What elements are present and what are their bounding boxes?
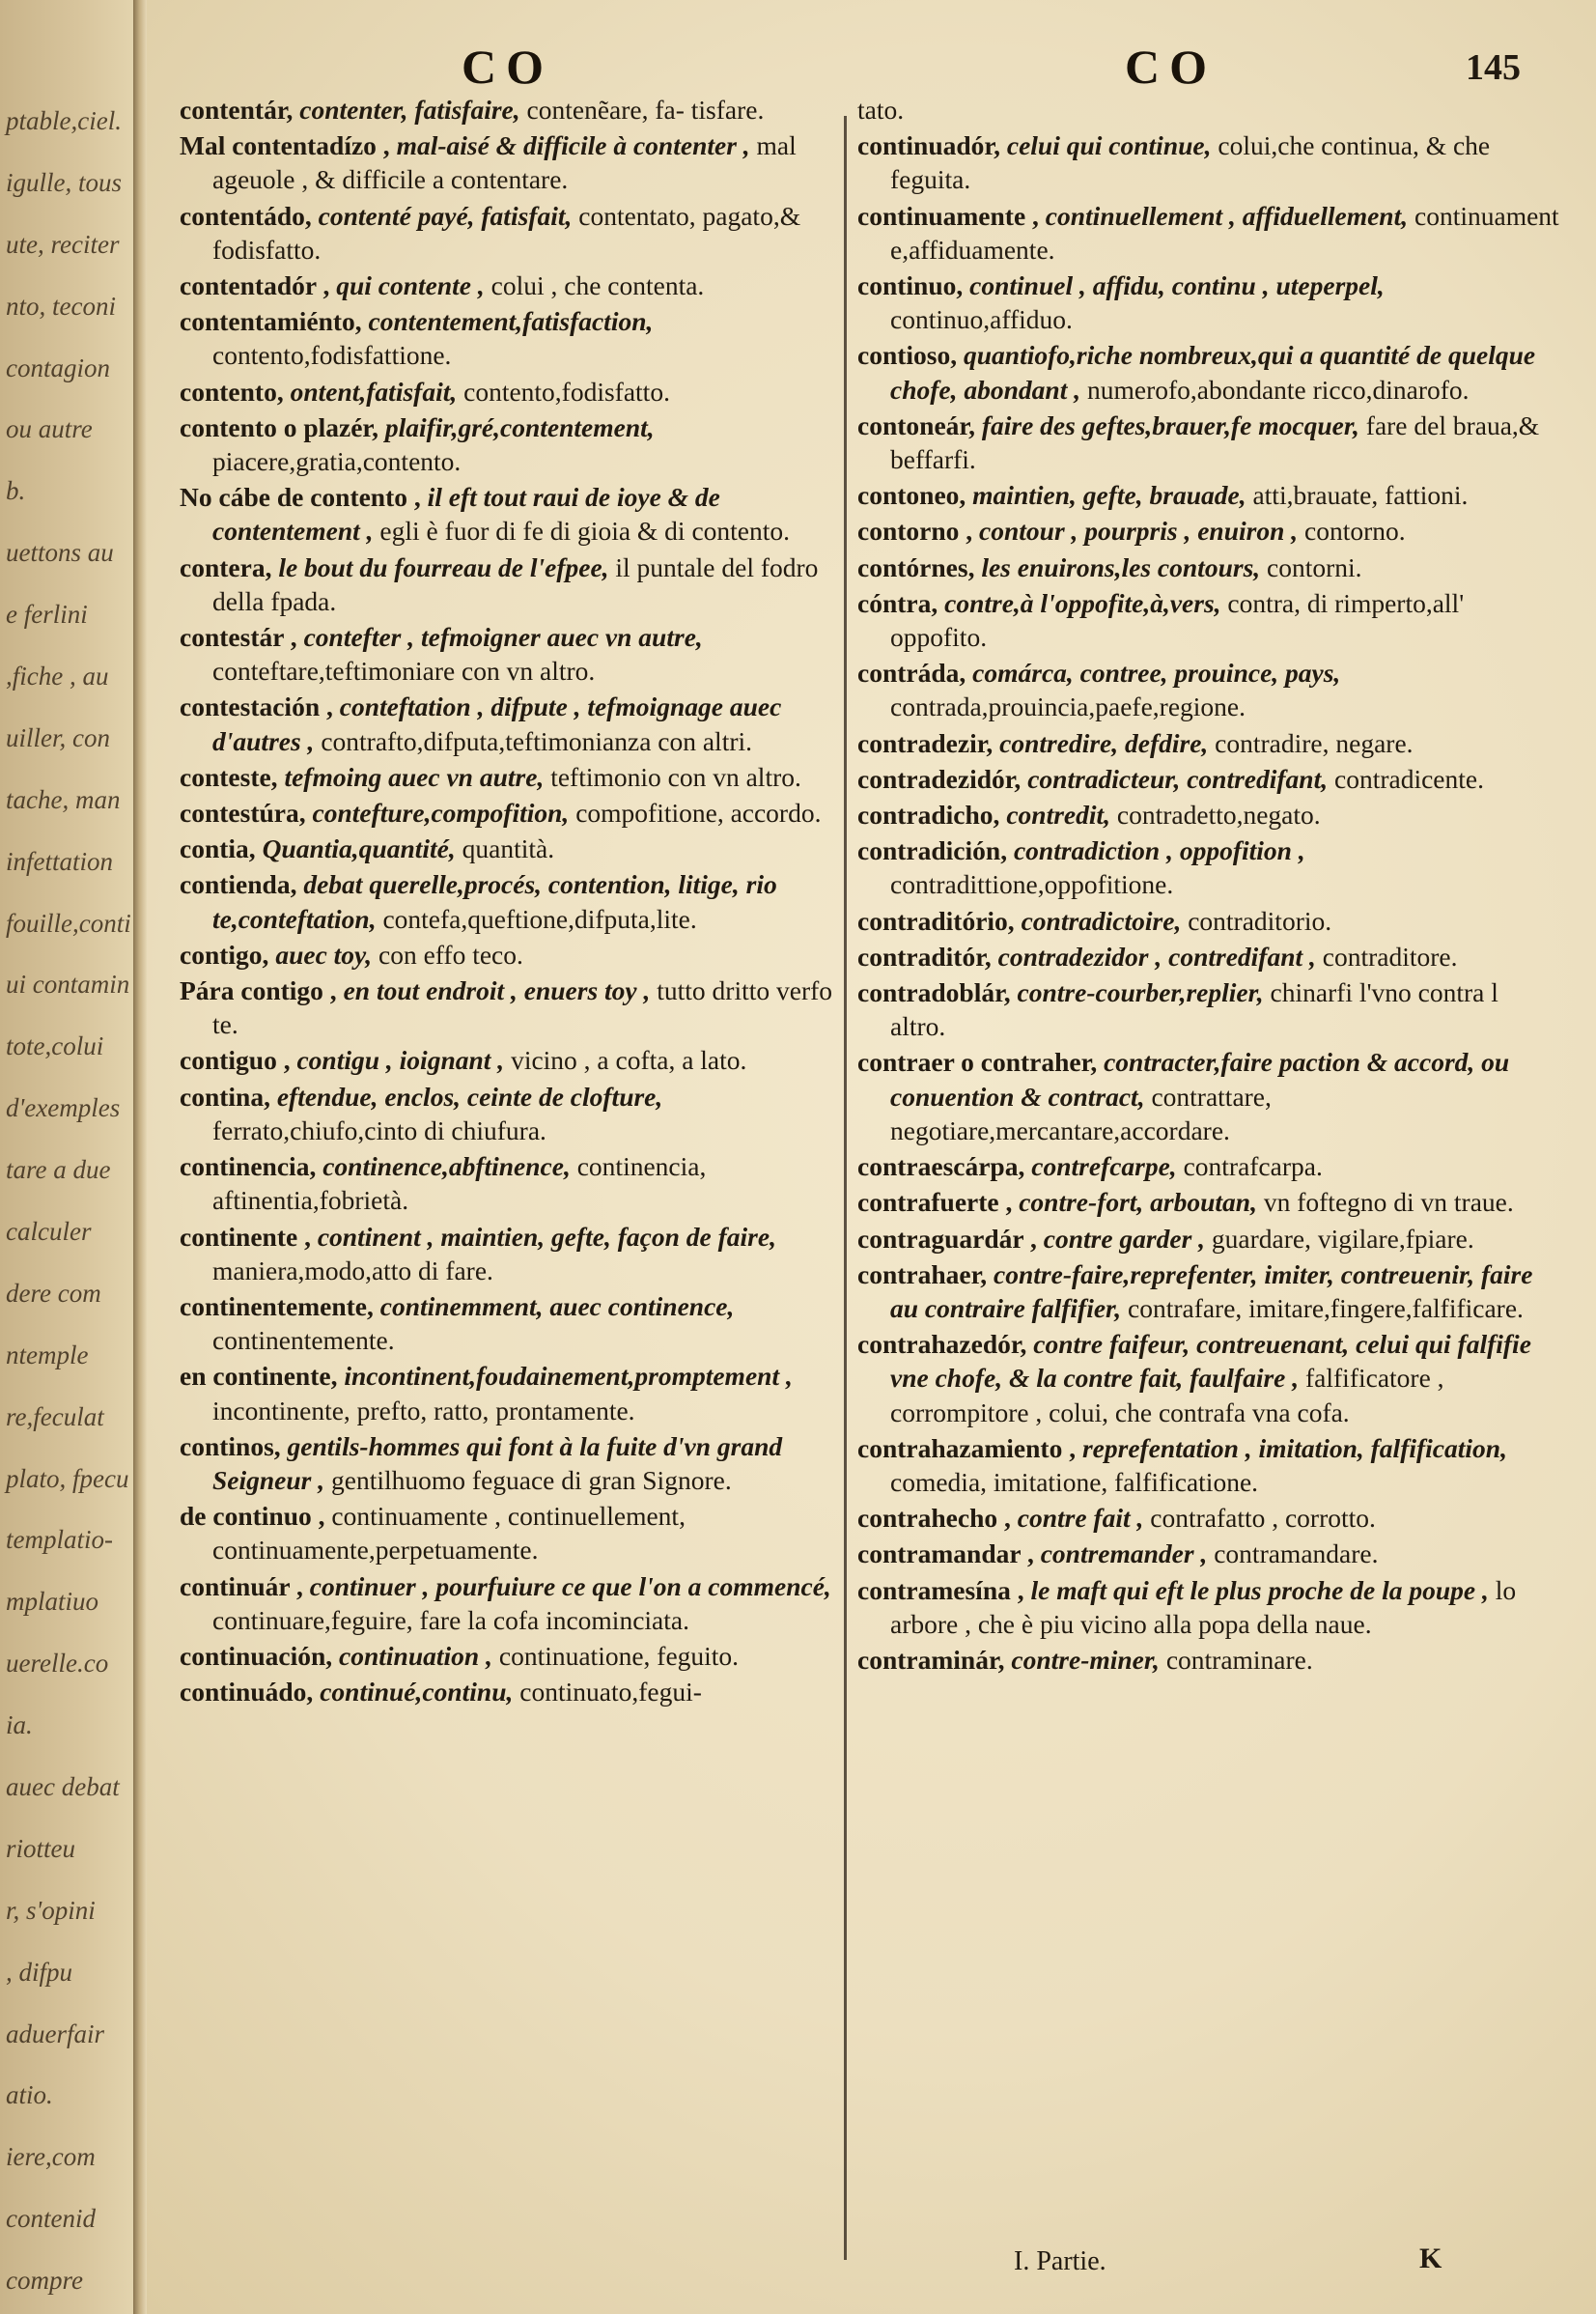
french-gloss: en tout endroit , enuers toy , xyxy=(343,975,651,1006)
french-gloss: contefter , tefmoigner auec vn autre, xyxy=(303,622,703,653)
headword: contienda, xyxy=(180,869,297,900)
french-gloss: eftendue, enclos, ceinte de clofture, xyxy=(276,1081,663,1112)
bleed-fragment: re,feculat xyxy=(6,1401,104,1431)
headword: contrafuerte , xyxy=(857,1187,1013,1218)
french-gloss: contre-miner, xyxy=(1011,1644,1160,1675)
french-gloss: contre,à l'oppofite,à,vers, xyxy=(944,587,1221,618)
headword: contráda, xyxy=(857,658,966,689)
dictionary-entry xyxy=(857,338,1560,406)
french-gloss: contracter,faire paction & accord, ou conuention & contract, xyxy=(890,1047,1510,1112)
dictionary-entry xyxy=(180,1675,836,1708)
french-gloss: contradezidor , contredifant , xyxy=(997,941,1316,972)
italian-gloss: contrattare, negotiare,mercantare,accordare. xyxy=(890,1081,1272,1145)
french-gloss: contefture,compofition, xyxy=(312,798,570,829)
headword: contiguo , xyxy=(180,1045,291,1076)
dictionary-entry xyxy=(180,1639,836,1673)
dictionary-entry xyxy=(857,1537,1560,1570)
italian-gloss: contorno. xyxy=(1304,516,1406,547)
italian-gloss: contra, di rimperto,all' oppofito. xyxy=(890,587,1465,653)
italian-gloss: contradetto,negato. xyxy=(1116,800,1321,831)
headword: contraer o contraher, xyxy=(857,1047,1098,1078)
headword: contramesína , xyxy=(857,1574,1024,1605)
dictionary-entry xyxy=(180,550,836,618)
headword: continente , xyxy=(180,1221,311,1252)
headword: continos, xyxy=(180,1430,281,1461)
bleed-fragment: uiller, con xyxy=(6,722,110,752)
italian-gloss: guardare, vigilare,fpiare. xyxy=(1211,1223,1474,1254)
italian-gloss: mal ageuole , & difficile a contentare. xyxy=(212,130,797,195)
headword: continuación, xyxy=(180,1640,333,1671)
italian-gloss: chinarfi l'vno contra l altro. xyxy=(890,977,1498,1042)
dictionary-entry xyxy=(857,904,1560,938)
french-gloss: continent , maintien, gefte, façon de faire, xyxy=(317,1221,776,1252)
dictionary-entry xyxy=(857,514,1560,548)
bleed-fragment: aduerfair xyxy=(6,2018,105,2048)
dictionary-entry xyxy=(180,974,836,1041)
dictionary-entry xyxy=(180,128,836,196)
french-gloss: plaifir,gré,contentement, xyxy=(384,411,655,442)
left-column xyxy=(180,93,836,1710)
bleed-fragment: ,fiche , au xyxy=(6,662,109,691)
headword: conteste, xyxy=(180,761,278,792)
french-gloss: contradictoire, xyxy=(1021,905,1182,936)
headword: Mal contentadízo , xyxy=(180,130,390,161)
dictionary-entry xyxy=(180,1499,836,1566)
italian-gloss: contrada,prouincia,paefe,regione. xyxy=(890,691,1246,722)
italian-gloss: continuo,affiduo. xyxy=(890,304,1073,335)
headword: contrahazedór, xyxy=(857,1329,1027,1360)
bleed-fragment: infettation xyxy=(6,846,113,876)
bleed-fragment: mplatiuo xyxy=(6,1587,99,1617)
french-gloss: contradicteur, contredifant, xyxy=(1027,763,1329,794)
dictionary-entry xyxy=(857,762,1560,796)
headword: contraguardár , xyxy=(857,1223,1037,1254)
bleed-fragment: uettons au xyxy=(6,538,114,568)
dictionary-entry xyxy=(180,375,836,409)
bleed-fragment: tare a due xyxy=(6,1155,111,1185)
french-gloss: les enuirons,les contours, xyxy=(981,551,1261,582)
headword: contentadór , xyxy=(180,270,330,301)
dictionary-entry xyxy=(180,268,836,302)
italian-gloss: contraminare. xyxy=(1165,1644,1313,1675)
headword: contradición, xyxy=(857,835,1008,866)
french-gloss: continuation , xyxy=(339,1640,492,1671)
dictionary-entry xyxy=(180,867,836,935)
dictionary-entry xyxy=(857,1149,1560,1183)
italian-gloss: continuatione, feguito. xyxy=(498,1640,740,1671)
headword: continuár , xyxy=(180,1570,303,1601)
french-gloss: continuel , affidu, continu , uteperpel, xyxy=(969,270,1385,301)
dictionary-entry xyxy=(857,940,1560,974)
headword: continuádo, xyxy=(180,1677,314,1707)
bleed-fragment: plato, fpecu xyxy=(6,1463,129,1493)
headword: contramandar , xyxy=(857,1538,1034,1569)
dictionary-entry xyxy=(857,798,1560,832)
french-gloss: contremander , xyxy=(1040,1538,1208,1569)
bleed-fragment: d'exemples xyxy=(6,1093,121,1123)
french-gloss: Quantia,quantité, xyxy=(262,833,456,864)
bleed-fragment: ute, reciter xyxy=(6,229,120,259)
italian-gloss: piacere,gratia,contento. xyxy=(212,446,462,477)
headword: contrahecho , xyxy=(857,1503,1011,1534)
dictionary-entry xyxy=(857,1327,1560,1429)
italian-gloss: contrafto,difputa,teftimonianza con altri. xyxy=(321,725,753,756)
french-gloss: auec toy, xyxy=(275,939,373,970)
french-gloss: celui qui continue, xyxy=(1006,130,1212,161)
italian-gloss: con effo teco. xyxy=(378,939,523,970)
french-gloss: gentils-hommes qui font à la fuite d'vn grand Seigneur , xyxy=(212,1430,783,1495)
bleed-fragment: igulle, tous xyxy=(6,167,122,197)
bleed-fragment: ou autre xyxy=(6,414,93,444)
bleed-fragment: compre xyxy=(6,2266,83,2296)
french-gloss: il eft tout raui de ioye & de contentement , xyxy=(212,482,720,547)
french-gloss: contre garder , xyxy=(1043,1223,1206,1254)
dictionary-entry xyxy=(857,586,1560,654)
bleed-fragment: , difpu xyxy=(6,1957,73,1987)
italian-gloss: fare del braua,& beffarfi. xyxy=(890,409,1540,475)
headword: en continente, xyxy=(180,1361,338,1392)
french-gloss: contrefcarpe, xyxy=(1031,1151,1177,1182)
headword: contioso, xyxy=(857,340,958,371)
headword: contentádo, xyxy=(180,200,312,231)
french-gloss: contre faifeur, contreuenant, celui qui falfifie vne chofe, & la contre fait, faulfaire , xyxy=(890,1329,1531,1394)
dictionary-entry xyxy=(857,1222,1560,1256)
dictionary-entry xyxy=(857,478,1560,512)
bleed-fragment: atio. xyxy=(6,2080,53,2110)
french-gloss: continence,abftinence, xyxy=(322,1151,571,1182)
dictionary-entry xyxy=(857,833,1560,901)
italian-gloss: continuament e,affiduamente. xyxy=(890,200,1559,265)
bleed-fragment: ia. xyxy=(6,1710,33,1740)
italian-gloss: conteftare,teftimoniare con vn altro. xyxy=(212,656,596,687)
bleed-fragment: nto, teconi xyxy=(6,291,116,321)
bleed-fragment: ntemple xyxy=(6,1340,89,1369)
headword: contraminár, xyxy=(857,1644,1005,1675)
signature-mark: K xyxy=(1419,2243,1442,2274)
italian-gloss: contrafcarpa. xyxy=(1183,1151,1323,1182)
headword: continencia, xyxy=(180,1151,317,1182)
dictionary-entry xyxy=(180,1149,836,1217)
dictionary-entry xyxy=(857,1431,1560,1499)
italian-gloss: atti,brauate, fattioni. xyxy=(1252,480,1469,511)
italian-gloss: comedia, imitatione, falfificatione. xyxy=(890,1466,1259,1497)
french-gloss: reprefentation , imitation, falfification, xyxy=(1081,1432,1507,1463)
french-gloss: contredire, defdire, xyxy=(999,727,1209,758)
dictionary-entry xyxy=(180,410,836,478)
french-gloss: le bout du fourreau de l'efpee, xyxy=(278,551,609,582)
french-gloss: maintien, gefte, brauade, xyxy=(972,480,1246,511)
italian-gloss: compofitione, accordo. xyxy=(575,798,822,829)
headword: contoneo, xyxy=(857,480,966,511)
french-gloss: conteftation , difpute , tefmoignage auec d'autres , xyxy=(212,691,782,756)
dictionary-entry xyxy=(180,1359,836,1426)
dictionary-entry xyxy=(180,480,836,548)
dictionary-entry xyxy=(857,550,1560,584)
french-gloss: contre-faire,reprefenter, imiter, contreuenir, faire au contraire falfifier, xyxy=(890,1258,1533,1323)
italian-gloss: contradittione,oppofitione. xyxy=(890,869,1174,900)
bleed-fragment: e ferlini xyxy=(6,600,88,630)
french-gloss: contre-courber,replier, xyxy=(1017,977,1264,1008)
italian-gloss: lo arbore , che è piu vicino alla popa della naue. xyxy=(890,1574,1517,1639)
dictionary-entry xyxy=(857,1573,1560,1641)
french-gloss: mal-aisé & difficile à contenter , xyxy=(396,130,750,161)
headword: contradoblár, xyxy=(857,977,1011,1008)
italian-gloss: maniera,modo,atto di fare. xyxy=(212,1255,493,1285)
italian-gloss: contento,fodisfattione. xyxy=(212,340,452,371)
headword: contento o plazér, xyxy=(180,411,378,442)
dictionary-entry xyxy=(180,1569,836,1637)
dictionary-entry xyxy=(180,199,836,267)
italian-gloss: vicino , a cofta, a lato. xyxy=(511,1045,747,1076)
french-gloss: contradiction , oppofition , xyxy=(1013,835,1305,866)
headword: contigo, xyxy=(180,939,269,970)
headword: contórnes, xyxy=(857,551,975,582)
french-gloss: contenter, fatisfaire, xyxy=(299,95,520,125)
dictionary-entry xyxy=(180,1289,836,1357)
dictionary-entry xyxy=(857,1501,1560,1535)
headword: contorno , xyxy=(857,516,973,547)
bleed-fragment: contagion xyxy=(6,353,110,382)
italian-gloss: gentilhuomo feguace di gran Signore. xyxy=(331,1464,732,1495)
headword: contia, xyxy=(180,833,256,864)
headword: contentár, xyxy=(180,95,294,125)
dictionary-entry xyxy=(180,93,836,127)
footer-part-label: I. Partie. xyxy=(1014,2246,1106,2276)
headword: cóntra, xyxy=(857,587,938,618)
italian-gloss: contefa,queftione,difputa,lite. xyxy=(382,903,697,934)
french-gloss: faire des geftes,brauer,fe mocquer, xyxy=(981,409,1359,440)
french-gloss: ontent,fatisfait, xyxy=(290,376,458,407)
dictionary-entry xyxy=(857,656,1560,723)
headword: contradezir, xyxy=(857,727,994,758)
french-gloss: contigu , ioignant , xyxy=(296,1045,505,1076)
italian-gloss: contradicente. xyxy=(1333,763,1484,794)
italian-gloss: contradire, negare. xyxy=(1215,727,1414,758)
bleed-fragment: auec debat xyxy=(6,1772,120,1801)
headword: contentamiénto, xyxy=(180,306,362,337)
bleed-fragment: uerelle.co xyxy=(6,1649,109,1679)
headword: Pára contigo , xyxy=(180,975,337,1006)
italian-gloss: egli è fuor di fe di gioia & di contento. xyxy=(379,516,791,547)
french-gloss: continué,continu, xyxy=(320,1677,514,1707)
italian-gloss: contrafare, imitare,fingere,falfificare. xyxy=(1127,1292,1524,1323)
french-gloss: contre-fort, arboutan, xyxy=(1019,1187,1257,1218)
dictionary-entry xyxy=(857,1643,1560,1677)
french-gloss: contre fait , xyxy=(1017,1503,1144,1534)
french-gloss: debat querelle,procés, contention, litige, rio te,conteftation, xyxy=(212,869,777,934)
previous-page-bleed-through xyxy=(0,0,135,2314)
headword: contera, xyxy=(180,551,272,582)
french-gloss: continuellement , affiduellement, xyxy=(1045,200,1409,231)
italian-gloss: il puntale del fodro della fpada. xyxy=(212,551,819,616)
page-number: 145 xyxy=(1466,47,1521,88)
bleed-fragment: ptable,ciel. xyxy=(6,106,122,135)
headword: No cábe de contento , xyxy=(180,482,421,513)
headword: contina, xyxy=(180,1081,270,1112)
french-gloss: qui contente , xyxy=(336,270,485,301)
dictionary-entry xyxy=(857,268,1560,336)
bleed-fragment: tache, man xyxy=(6,784,121,814)
book-binding-shadow xyxy=(133,0,147,2314)
french-gloss: continuer , pourfuiure ce que l'on a commencé, xyxy=(309,1570,831,1601)
dictionary-entry xyxy=(180,796,836,830)
italian-gloss: colui , che contenta. xyxy=(490,270,705,301)
running-header-right: CO xyxy=(1125,40,1217,94)
dictionary-entry xyxy=(857,1045,1560,1147)
bleed-fragment: tote,colui xyxy=(6,1031,104,1061)
french-gloss: contentement,fatisfaction, xyxy=(368,306,654,337)
bleed-fragment: iere,com xyxy=(6,2142,96,2172)
dictionary-entry xyxy=(857,1185,1560,1219)
italian-gloss: contentato, pagato,& fodisfatto. xyxy=(212,200,801,265)
italian-gloss: contraditorio. xyxy=(1188,905,1332,936)
bleed-fragment: calculer xyxy=(6,1217,92,1246)
italian-gloss: contramandare. xyxy=(1214,1538,1379,1569)
headword: contraditório, xyxy=(857,905,1015,936)
headword: contraescárpa, xyxy=(857,1151,1025,1182)
italian-gloss: continentemente. xyxy=(212,1325,395,1356)
dictionary-entry xyxy=(180,620,836,688)
french-gloss: comárca, contree, prouince, pays, xyxy=(972,658,1341,689)
dictionary-entry xyxy=(180,304,836,372)
headword: contestúra, xyxy=(180,798,306,829)
italian-gloss: falfificatore , corrompitore , colui, che contrafa vna cofa. xyxy=(890,1363,1444,1427)
italian-gloss: continuamente , continuellement, continuamente,perpetuamente. xyxy=(212,1501,686,1566)
headword: contradezidór, xyxy=(857,763,1022,794)
headword: contento, xyxy=(180,376,284,407)
italian-gloss: continencia, aftinentia,fobrietà. xyxy=(212,1151,707,1216)
headword: continuadór, xyxy=(857,130,1000,161)
french-gloss: contredit, xyxy=(1006,800,1111,831)
french-gloss: quantiofo,riche nombreux,qui a quantité de quelque chofe, abondant , xyxy=(890,340,1536,405)
french-gloss: incontinent,foudainement,promptement , xyxy=(344,1361,793,1392)
dictionary-entry xyxy=(180,832,836,865)
french-gloss: contour , pourpris , enuiron , xyxy=(979,516,1299,547)
french-gloss: contenté payé, fatisfait, xyxy=(318,200,573,231)
italian-gloss: ferrato,chiufo,cinto di chiufura. xyxy=(212,1115,546,1145)
dictionary-entry xyxy=(180,1043,836,1077)
italian-gloss: tutto dritto verfo te. xyxy=(212,975,833,1040)
french-gloss: le maft qui eft le plus proche de la poupe , xyxy=(1030,1574,1489,1605)
headword: continentemente, xyxy=(180,1290,374,1321)
headword: contradicho, xyxy=(857,800,1000,831)
dictionary-entry xyxy=(180,1080,836,1147)
bleed-fragment: b. xyxy=(6,476,26,506)
headword: continuo, xyxy=(857,270,964,301)
headword: contrahazamiento , xyxy=(857,1432,1077,1463)
italian-gloss: contenẽare, fa- tisfare. xyxy=(526,95,765,125)
italian-gloss: contento,fodisfatto. xyxy=(463,376,670,407)
headword: contrahaer, xyxy=(857,1258,988,1289)
dictionary-entry xyxy=(180,938,836,972)
italian-gloss: contrafatto , corrotto. xyxy=(1150,1503,1376,1534)
dictionary-entry xyxy=(180,1220,836,1287)
italian-gloss: continuare,feguire, fare la cofa incominciata. xyxy=(212,1604,689,1635)
dictionary-entry xyxy=(857,975,1560,1043)
dictionary-entry xyxy=(857,1257,1560,1325)
italian-gloss: quantità. xyxy=(462,833,555,864)
dictionary-entry xyxy=(180,1429,836,1497)
italian-gloss: contorni. xyxy=(1267,551,1362,582)
dictionary-entry xyxy=(857,93,1560,127)
italian-gloss: continuato,fegui- xyxy=(519,1677,702,1707)
italian-gloss: numerofo,abondante ricco,dinarofo. xyxy=(1086,374,1470,405)
bleed-fragment: templatio- xyxy=(6,1525,113,1555)
italian-gloss: vn foftegno di vn traue. xyxy=(1263,1187,1514,1218)
dictionary-entry xyxy=(857,199,1560,267)
headword: de continuo , xyxy=(180,1501,325,1532)
bleed-fragment: dere com xyxy=(6,1278,101,1308)
dictionary-entry xyxy=(180,760,836,794)
dictionary-entry xyxy=(857,128,1560,196)
french-gloss: tefmoing auec vn autre, xyxy=(284,761,545,792)
bleed-fragment: contenid xyxy=(6,2204,96,2234)
bleed-fragment: riotteu xyxy=(6,1833,75,1863)
dictionary-entry xyxy=(857,409,1560,476)
italian-gloss: incontinente, prefto, ratto, prontamente. xyxy=(212,1395,635,1425)
italian-gloss: contraditore. xyxy=(1322,941,1458,972)
italian-gloss: tato. xyxy=(857,95,905,125)
headword: contestár , xyxy=(180,622,297,653)
bleed-fragment: r, s'opini xyxy=(6,1895,96,1925)
column-rule xyxy=(844,116,847,2260)
bleed-fragment: ui contamin xyxy=(6,970,130,1000)
headword: continuamente , xyxy=(857,200,1039,231)
dictionary-entry xyxy=(180,690,836,757)
headword: contoneár, xyxy=(857,409,975,440)
dictionary-entry xyxy=(857,726,1560,760)
headword: contraditór, xyxy=(857,941,992,972)
right-column xyxy=(857,93,1560,1679)
french-gloss: continemment, auec continence, xyxy=(379,1290,735,1321)
bleed-fragment: fouille,conti xyxy=(6,908,131,938)
headword: contestación , xyxy=(180,691,333,722)
italian-gloss: teftimonio con vn altro. xyxy=(550,761,801,792)
running-header-left: CO xyxy=(462,40,553,94)
italian-gloss: colui,che continua, & che feguita. xyxy=(890,130,1491,195)
